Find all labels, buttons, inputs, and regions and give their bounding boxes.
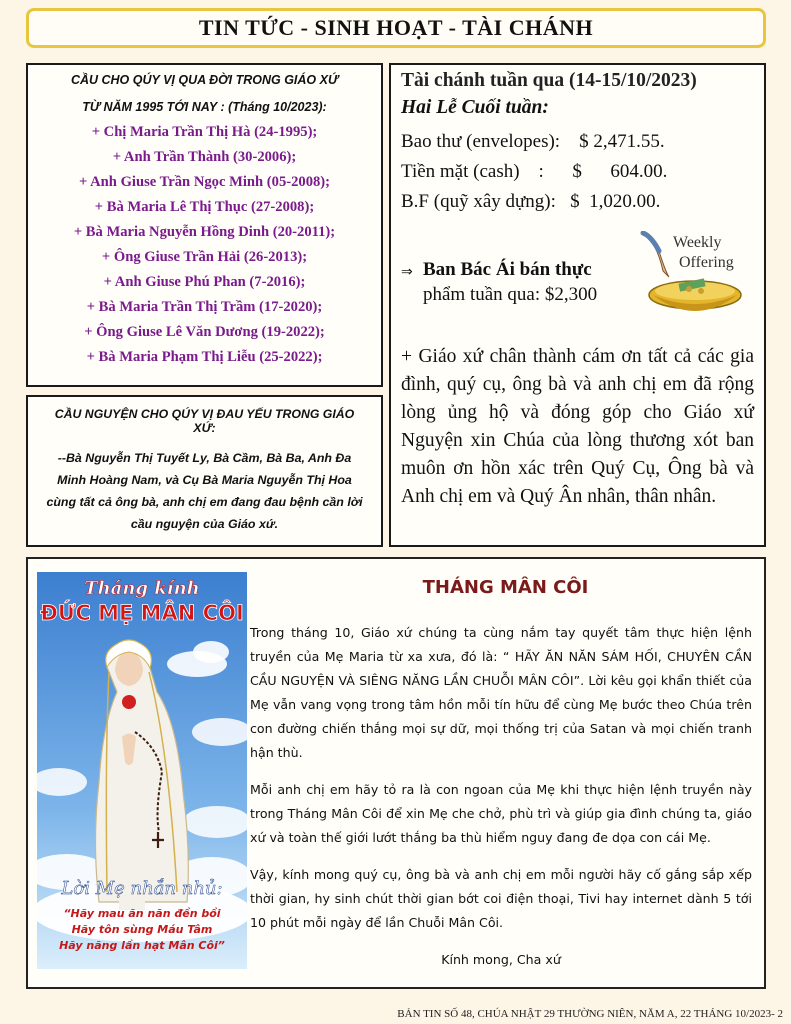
poster-line1: Tháng kính	[84, 578, 200, 599]
rosary-title: THÁNG MÂN CÔI	[422, 577, 589, 598]
finance-row	[401, 187, 754, 217]
finance-row-label: Tiền mặt (cash) :	[401, 161, 573, 182]
page-title: TIN TỨC - SINH HOẠT - TÀI CHÁNH	[198, 15, 594, 40]
list-item: + Anh Giuse Trần Ngọc Minh (05-2008);	[78, 174, 331, 190]
poster-line2: ĐỨC MẸ MÂN CÔI	[40, 601, 244, 625]
page-header	[26, 8, 766, 48]
sick-heading: CẦU NGUYỆN CHO QÚY VỊ ĐAU YẾU TRONG GIÁO XỨ:	[54, 407, 355, 435]
finance-row-label: Bao thư (envelopes):	[401, 131, 580, 152]
list-item: + Bà Maria Phạm Thị Liễu (25-2022);	[86, 349, 323, 365]
finance-box	[389, 63, 766, 547]
finance-row-value: $ 1,020.00.	[570, 191, 661, 212]
rosary-section	[26, 557, 766, 989]
list-item: + Ông Giuse Trần Hải (26-2013);	[101, 249, 308, 265]
poster-quote2: Hãy tôn sùng Máu Tâm	[71, 923, 213, 936]
list-item: + Bà Maria Lê Thị Thục (27-2008);	[94, 199, 315, 215]
finance-subtitle: Hai Lễ Cuối tuần:	[401, 97, 549, 118]
charity-section	[401, 234, 754, 329]
rosary-signature: Kính mong, Cha xứ	[441, 952, 561, 967]
list-item: + Bà Maria Trần Thị Trầm (17-2020);	[86, 299, 323, 315]
sick-prayer-box	[26, 395, 383, 547]
list-item: + Chị Maria Trần Thị Hà (24-1995);	[91, 124, 318, 140]
finance-row	[401, 157, 754, 187]
rosary-paragraph: Vậy, kính mong quý cụ, ông bà và anh chị em mỗi người hãy cố gắng sắp xếp thời gian, hy sinh chút thời gian bớt coi điện thoại, Tivi hay internet dành 5 tới 10 phút mỗi ngày để lần Chuỗi Mân Côi.	[250, 867, 752, 930]
arrow-icon: ⇒	[401, 265, 413, 280]
finance-row-value: $ 604.00.	[572, 161, 668, 182]
weekly-offering-icon	[639, 231, 747, 321]
poster-quote1: “Hãy mau ăn năn đền bồi	[63, 907, 221, 920]
deceased-prayer-box	[26, 63, 383, 387]
charity-line2: phẩm tuần qua: $2,300	[423, 284, 598, 305]
finance-title: Tài chánh tuần qua (14-15/10/2023)	[401, 70, 697, 91]
charity-line1: Ban Bác Ái bán thực	[423, 259, 592, 280]
offering-word: Offering	[679, 254, 734, 271]
rosary-body	[250, 621, 752, 972]
poster-quote3: Hãy năng lần hạt Mân Côi”	[59, 939, 225, 952]
our-lady-poster-image	[37, 572, 247, 969]
rosary-paragraph: Trong tháng 10, Giáo xứ chúng ta cùng nắm tay quyết tâm thực hiện lệnh truyền của Mẹ Maria từ xa xưa, đó là: “ HÃY ĂN NĂN SÁM HỐI, CHUYÊN CẦN CẦU NGUYỆN VÀ SIÊNG NĂNG LẦN CHUỖI MÂN CÔI”. Lời kêu gọi khẩn thiết của Mẹ vẫn vang vọng trong tâm hồn mỗi tín hữu để cùng Mẹ bước theo Chúa trên con đường chiến thắng mọi sự dữ, mọi thống trị của Satan và mọi chiến tranh hận thù.	[250, 625, 752, 760]
list-item: + Ông Giuse Lê Văn Dương (19-2022);	[84, 324, 325, 340]
finance-row	[401, 127, 754, 157]
list-item: + Bà Maria Nguyễn Hồng Dinh (20-2011);	[73, 224, 336, 240]
finance-thanks: + Giáo xứ chân thành cám ơn tất cả các gia đình, quý cụ, ông bà và anh chị em đã rộng lòng ủng hộ và đóng góp cho Giáo xứ Nguyện xin Chúa của lòng thương xót ban muôn ơn hồn xác trên Quý Cụ, Ông bà và Anh chị em và Quý Ân nhân, thân nhân.	[401, 346, 754, 507]
list-item: + Anh Trần Thành (30-2006);	[112, 149, 297, 165]
sick-body: --Bà Nguyễn Thị Tuyết Ly, Bà Cầm, Bà Ba, Anh Đa Minh Hoàng Nam, và Cụ Bà Maria Nguyễn Thị Hoa cùng tất cả ông bà, anh chị em đang đau bệnh cần lời cầu nguyện của Giáo xứ.	[46, 451, 363, 531]
poster-quote-head: Lời Mẹ nhắn nhủ:	[61, 878, 223, 899]
weekly-word: Weekly	[673, 234, 722, 251]
rosary-paragraph: Mỗi anh chị em hãy tỏ ra là con ngoan của Mẹ khi thực hiện lệnh truyền này trong Tháng Mân Côi để xin Mẹ che chở, phù trì và giúp gia đình chúng ta, giáo xứ và toàn thế giới lướt thắng ba thù hiểm nguy đang đe dọa con cái Mẹ.	[250, 782, 752, 845]
deceased-list	[38, 120, 371, 370]
deceased-subheading: TỪ NĂM 1995 TỚI NAY : (Tháng 10/2023):	[82, 100, 327, 114]
finance-row-value: $ 2,471.55.	[579, 131, 665, 152]
page-footer: BẢN TIN SỐ 48, CHÚA NHẬT 29 THƯỜNG NIÊN, NĂM A, 22 THÁNG 10/2023- 2	[397, 1008, 783, 1020]
list-item: + Anh Giuse Phú Phan (7-2016);	[103, 274, 306, 290]
finance-row-label: B.F (quỹ xây dựng):	[401, 191, 571, 212]
deceased-heading: CẦU CHO QÚY VỊ QUA ĐỜI TRONG GIÁO XỨ	[70, 73, 339, 87]
